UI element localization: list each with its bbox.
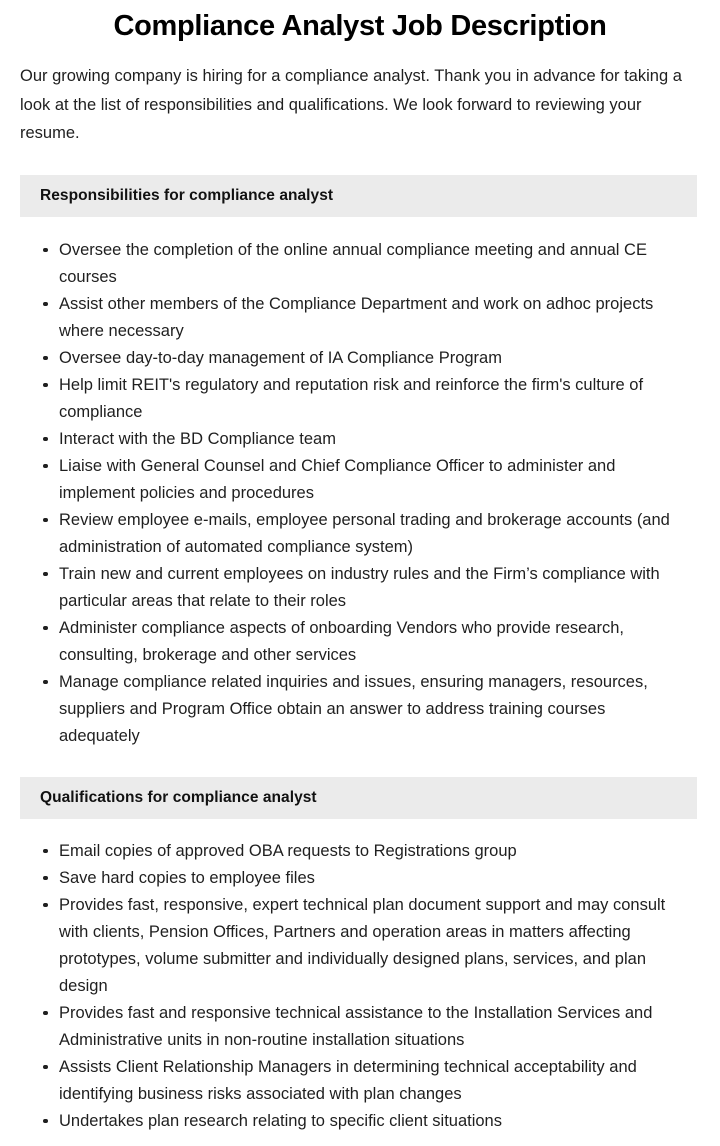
bullet-dot-icon (43, 903, 48, 908)
bullet-dot-icon (43, 518, 48, 523)
list-item-text: Administer compliance aspects of onboarding Vendors who provide research, consulting, brokerage and other services (59, 618, 624, 664)
job-description-page (0, 8, 720, 1135)
list-item-text: Assists Client Relationship Managers in determining technical acceptability and identifying business risks associated with plan changes (59, 1057, 637, 1103)
bullet-dot-icon (43, 356, 48, 361)
bullet-dot-icon (43, 849, 48, 854)
list-item (0, 453, 720, 507)
bullet-dot-icon (43, 876, 48, 881)
list-item (0, 237, 720, 291)
bullet-dot-icon (43, 572, 48, 577)
list-item (0, 838, 720, 865)
bullet-dot-icon (43, 1011, 48, 1016)
intro-paragraph: Our growing company is hiring for a compliance analyst. Thank you in advance for taking a look at the list of responsibilities and qualifications. We look forward to reviewing your resume. (20, 67, 682, 142)
bullet-dot-icon (43, 248, 48, 253)
list-item (0, 426, 720, 453)
list-item-text: Oversee day-to-day management of IA Compliance Program (59, 348, 502, 367)
bullet-dot-icon (43, 383, 48, 388)
list-item-text: Review employee e-mails, employee personal trading and brokerage accounts (and administration of automated compliance system) (59, 510, 670, 556)
list-item (0, 372, 720, 426)
list-item-text: Save hard copies to employee files (59, 868, 315, 887)
section-responsibilities (0, 175, 720, 750)
list-item-text: Email copies of approved OBA requests to Registrations group (59, 841, 517, 860)
list-item (0, 561, 720, 615)
list-item-text: Provides fast, responsive, expert technical plan document support and may consult with clients, Pension Offices, Partners and operation areas in matters affecting prototypes, volume submitter and individually designed plans, services, and plan design (59, 895, 666, 995)
list-item-text: Liaise with General Counsel and Chief Compliance Officer to administer and implement policies and procedures (59, 456, 616, 502)
bullet-dot-icon (43, 626, 48, 631)
list-item (0, 345, 720, 372)
page-title: Compliance Analyst Job Description (113, 10, 607, 42)
bullet-dot-icon (43, 437, 48, 442)
responsibilities-list (0, 217, 720, 750)
list-item-text: Assist other members of the Compliance Department and work on adhoc projects where necessary (59, 294, 654, 340)
bullet-dot-icon (43, 1065, 48, 1070)
bullet-dot-icon (43, 680, 48, 685)
qualifications-list (0, 819, 720, 1135)
list-item-text: Undertakes plan research relating to specific client situations (59, 1111, 502, 1130)
list-item (0, 1000, 720, 1054)
section-header-responsibilities (20, 175, 697, 217)
list-item (0, 507, 720, 561)
bullet-dot-icon (43, 1119, 48, 1124)
list-item-text: Interact with the BD Compliance team (59, 429, 336, 448)
list-item (0, 291, 720, 345)
list-item (0, 892, 720, 1000)
list-item (0, 865, 720, 892)
section-heading-label: Responsibilities for compliance analyst (40, 186, 334, 204)
list-item (0, 1054, 720, 1108)
list-item (0, 669, 720, 750)
list-item-text: Oversee the completion of the online annual compliance meeting and annual CE courses (59, 240, 647, 286)
list-item (0, 1108, 720, 1135)
list-item-text: Manage compliance related inquiries and issues, ensuring managers, resources, suppliers and Program Office obtain an answer to address training courses adequately (59, 672, 648, 745)
bullet-dot-icon (43, 302, 48, 307)
list-item-text: Provides fast and responsive technical assistance to the Installation Services and Administrative units in non-routine installation situations (59, 1003, 653, 1049)
list-item (0, 615, 720, 669)
list-item-text: Help limit REIT's regulatory and reputation risk and reinforce the firm's culture of compliance (59, 375, 644, 421)
bullet-dot-icon (43, 464, 48, 469)
list-item-text: Train new and current employees on industry rules and the Firm’s compliance with particular areas that relate to their roles (59, 564, 660, 610)
section-header-qualifications (20, 777, 697, 819)
section-heading-label: Qualifications for compliance analyst (40, 788, 317, 806)
section-qualifications (0, 777, 720, 1135)
